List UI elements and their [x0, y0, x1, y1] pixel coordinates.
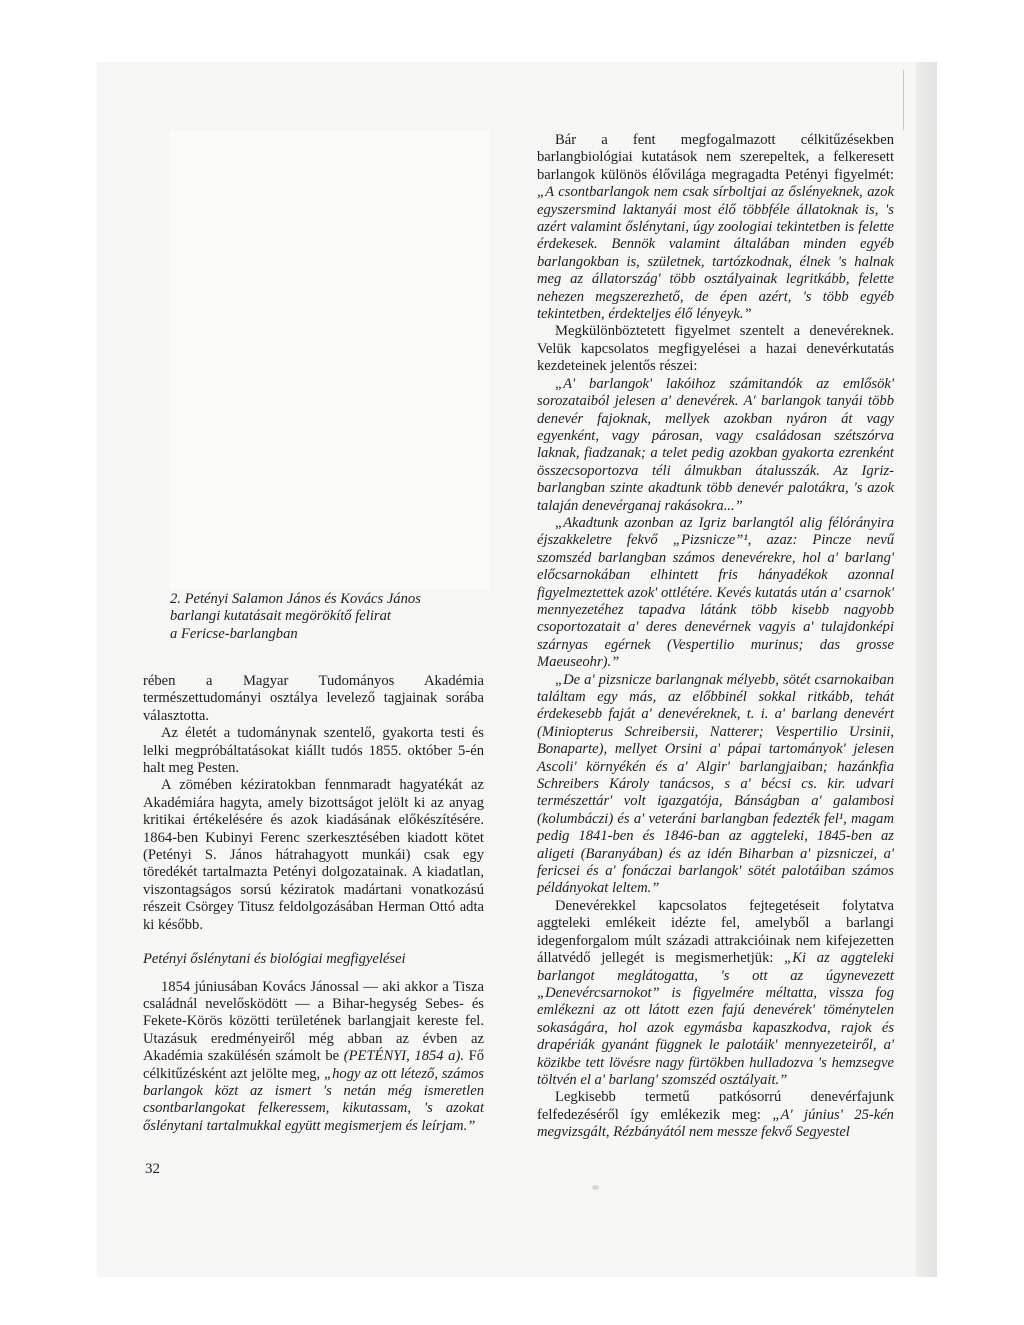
- text-run: Fő célkitűzésként azt jelölte meg,: [143, 1048, 485, 1082]
- caption-line: barlangi kutatásait megörökítő felirat: [170, 608, 391, 625]
- quotation: „Ki az aggteleki barlangot meglátogatta, 's ott az úgynevezett „Denevércsarnokot” is figyelmére méltatta, vissza fog emlékezni az ott látott ezen fajú denevérek' töménytelen sokaságára, hol azok egymásba kapaszkodva, rajok és drapériák gyanánt függnek le palotáik' mennyezeteiről, a' közikbe tett lövésre nagy fürtökben hulladozva 's hemzsegve töltvén el a' barlang' szomszéd osztályait.”: [537, 950, 894, 1088]
- paragraph: Az életét a tudománynak szentelő, gyakorta testi és lelki megpróbáltatásokat kiállt tudós 1855. október 5-én halt meg Pesten.: [143, 725, 484, 777]
- text-run: Denevérekkel kapcsolatos fejtegetéseit folytatva aggteleki emlékeit idézte fel, amelyből a barlangi idegenforgalom múlt századi attrakcióinak nem kifejezetten állatvédő jellegét is megismerhetjük:: [537, 897, 894, 967]
- photo-placeholder: [170, 130, 490, 590]
- paragraph: [537, 1089, 894, 1141]
- scan-shadow: [916, 62, 937, 1277]
- citation: (PETÉNYI, 1854 a).: [343, 1048, 464, 1065]
- quotation: „A csontbarlangok nem csak sírboltjai az őslényeknek, azok egyszersmind laktanyái most élő többféle állatoknak is, 's azért valamint őslénytani, úgy zoologiai tekintetben is felette érdekesek. Bennök valamint általában minden egyéb barlangokban is, születnek, tartózkodnak, élnek 's halnak meg az állatország' több osztályainak legritkább, felette nehezen megszerezhető, de épen azért, 's több egyéb tekintetben, érdekteljes élő lényeyk.”: [537, 184, 894, 323]
- paragraph: [537, 898, 894, 1089]
- paragraph: [143, 979, 484, 1136]
- quotation: „Akadtunk azonban az Igriz barlangtól alig félórányira éjszakkeletre fekvő „Pizsnicze”¹, azaz: Pincze nevű szomszéd barlangban számos denevérekre, hol a' barlang' előcsarnokában elhintett fris hányadékok azonnal figyelmeztettek azok' ottlétére. Kevés kutatás után a' csarnok' mennyezetéhez tapadva látánk több kisebb nagyobb csoportozatait a' deres denevérnek vagyis a' tulajdonképi szárnyas egérnek (Vespertilio murinus; das grosse Maeuseohr).”: [537, 514, 894, 671]
- section-heading: Petényi őslénytani és biológiai megfigyelései: [143, 951, 406, 968]
- text-run: Bár a fent megfogalmazott célkitűzésekben barlangbiológiai kutatások nem szerepeltek, a felkeresett barlangok különös élővilága megragadta Petényi figyelmét:: [537, 132, 894, 183]
- text-run: 1854 júniusában Kovács Jánossal — aki akkor a Tisza családnál nevelősködött — a Bihar-hegység Sebes- és Fekete-Körös közötti területének barlangjait kereste fel. Utazásuk eredményeiről még abban az évben az Akadémia szakülésén számolt be: [143, 978, 484, 1065]
- quotation: „hogy az ott létező, számos barlangok közt az ismert 's netán még ismeretlen csontbarlangokat felkeressem, kikutassam, 's azokat őslénytani tartalmukkal együtt megismerjem és leírjam.”: [143, 1065, 484, 1134]
- fold-line: [903, 70, 904, 130]
- paragraph: A zömében kéziratokban fennmaradt hagyatékát az Akadémiára hagyta, amely bizottságot jelölt ki az anyag kritikai értékelésére és azok kiadásának előkészítésére. 1864-ben Kubinyi Ferenc szerkesztésében kiadott kötet (Petényi S. János hátrahagyott munkái) csak egy töredékét tartalmazta Petényi dolgozatainak. A kiadatlan, viszontagságos sorsú kéziratok madártani vonatkozású részeit Csörgey Titusz feldolgozásában Herman Ottó adta ki később.: [143, 777, 484, 933]
- paragraph: [537, 132, 894, 323]
- quotation: „De a' pizsnicze barlangnak mélyebb, sötét csarnokaiban találtam egy más, az előbbinél sokkal ritkább, tehát érdekesebb faját a' denevéreknek, t. i. a' barlang denevért (Miniopterus Schreibersii, Natterer; Vespertilio Ursinii, Bonaparte), mellyet Orsini a' pápai tartományok' jelesen Ascoli' környékén és a' Algir' barlangjaiban; hazánkfia Schreibers Károly tanácsos, s a' bécsi cs. kir. udvari természettár' volt igazgatója, Bánságban a' galambosi (kolumbáczi) és a' veteráni barlangban fedezték fel¹, magam pedig 1841-ben és 1846-ban az aggteleki, 1845-ben az aligeti (Baranyában) és az idén Biharban a' pizsniczei, a' fericsei és a' fonáczai barlangok' sötét palotáiban számos példányokat leltem.”: [537, 671, 894, 897]
- page-number: 32: [145, 1161, 160, 1177]
- caption-line: a Fericse-barlangban: [170, 625, 298, 642]
- caption-line: 2. Petényi Salamon János és Kovács János: [170, 591, 421, 607]
- quotation: „A' június' 25-kén megvizsgált, Rézbányától nem messze fekvő Segyestel: [537, 1106, 894, 1141]
- paragraph: rében a Magyar Tudományos Akadémia természettudományi osztálya levelező tagjainak sorába választotta.: [143, 673, 484, 724]
- figure-caption: [170, 591, 490, 643]
- scan-smudge: [592, 1185, 599, 1190]
- quotation: „A' barlangok' lakóihoz számitandók az emlősök' sorozataiból jelesen a' denevérek. A' barlangok tanyái több denevér fajoknak, mellyek azokban nyáron át vagy egyenként, vagy párosan, vagy családosan szétszórva laknak, fiadzanak; a telet pedig azokban gyakorta ezrenként összecsoportozva téli álmukban átalusszák. Az Igriz-barlangban szinte akadtunk több denevér palotákra, 's azok talaján denevérganaj rakásokra...”: [537, 375, 894, 514]
- paragraph: Megkülönböztetett figyelmet szentelt a denevéreknek. Velük kapcsolatos megfigyelései a hazai denevérkutatás kezdeteinek jelentős részei:: [537, 323, 894, 375]
- left-column: [143, 673, 484, 1135]
- text-run: Legkisebb termetű patkósorrú denevérfajunk felfedezéséről így emlékezik meg:: [537, 1089, 894, 1123]
- right-column: [537, 132, 894, 1142]
